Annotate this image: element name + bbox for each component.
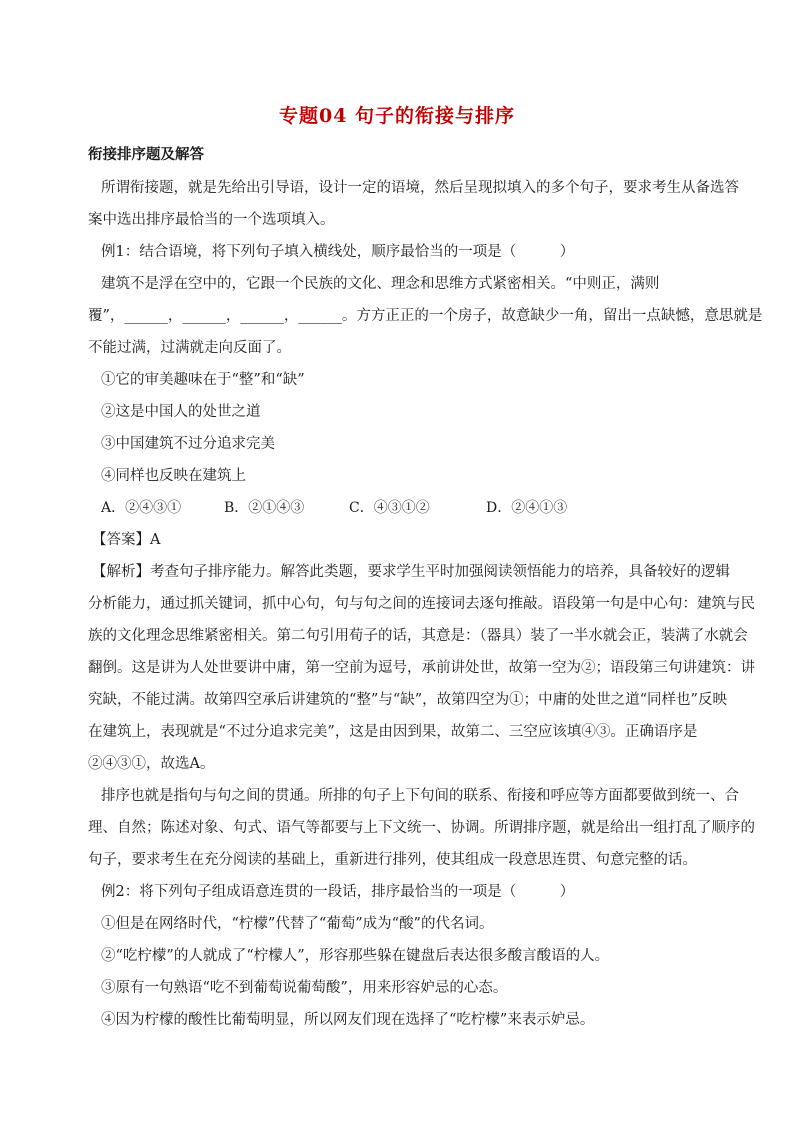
example1-passage: 不能过满，过满就走向反面了。: [88, 340, 291, 356]
section-heading: 衔接排序题及解答: [88, 146, 204, 163]
paragraph-line: 理、自然；陈述对象、句式、语气等都要与上下文统一、协调。所谓排序题，就是给出一组打乱了顺序的: [88, 820, 755, 836]
analysis-line: 分析能力，通过抓关键词，抓中心句，句与句之间的连接词去逐句推敲。语段第一句是中心句：建筑与民: [88, 596, 755, 612]
option-c: C．④③①②: [349, 500, 430, 516]
intro-line: 案中选出排序最恰当的一个选项填入。: [88, 212, 335, 228]
example2-prompt: 例2：将下列句子组成语意连贯的一段话，排序最恰当的一项是（ ）: [101, 884, 575, 900]
example2-item: ②“吃柠檬”的人就成了“柠檬人”，形容那些躲在键盘后表达很多酸言酸语的人。: [101, 948, 610, 964]
page-title: 专题04 句子的衔接与排序: [278, 105, 516, 127]
example1-passage: 建筑不是浮在空中的，它跟一个民族的文化、理念和思维方式紧密相关。“中则正，满则: [101, 276, 660, 292]
analysis-line: 究缺，不能过满。故第四空承后讲建筑的“整”与“缺”，故第四空为①；中庸的处世之道“同样也”反映: [88, 692, 727, 708]
example1-passage: 覆”，______，______，______，______。方方正正的一个房子，故意缺少一角，留出一点缺憾，意思就是: [88, 308, 763, 324]
paragraph-line: 排序也就是指句与句之间的贯通。所排的句子上下句间的联系、衔接和呼应等方面都要做到统一、合: [101, 788, 739, 804]
example2-item: ③原有一句熟语“吃不到葡萄说葡萄酸”，用来形容妒忌的心态。: [101, 980, 508, 996]
option-a: A．②④③①: [101, 500, 182, 516]
example1-item: ②这是中国人的处世之道: [101, 404, 261, 420]
example2-item: ④因为柠檬的酸性比葡萄明显，所以网友们现在选择了“吃柠檬”来表示妒忌。: [101, 1012, 595, 1028]
option-d: D．②④①③: [486, 500, 568, 516]
paragraph-line: 句子，要求考生在充分阅读的基础上，重新进行排列，使其组成一段意思连贯、句意完整的话。: [88, 852, 697, 868]
option-b: B．②①④③: [224, 500, 305, 516]
example1-item: ③中国建筑不过分追求完美: [101, 436, 275, 452]
analysis-line: 族的文化理念思维紧密相关。第二句引用荀子的话，其意是：（器具）装了一半水就会正，装满了水就会: [88, 628, 748, 644]
example1-item: ④同样也反映在建筑上: [101, 468, 246, 484]
analysis-line: 【解析】考查句子排序能力。解答此类题，要求学生平时加强阅读领悟能力的培养，具备较好的逻辑: [92, 564, 730, 580]
analysis-line: 在建筑上，表现就是“不过分追求完美”，这是由因到果，故第二、三空应该填④③。正确语序是: [88, 724, 698, 740]
intro-line: 所谓衔接题，就是先给出引导语，设计一定的语境，然后呈现拟填入的多个句子，要求考生从备选答: [101, 180, 739, 196]
answer-line: 【答案】A: [92, 532, 161, 548]
analysis-line: 翻倒。这是讲为人处世要讲中庸，第一空前为逗号，承前讲处世，故第一空为②；语段第三句讲建筑：讲: [88, 660, 755, 676]
analysis-line: ②④③①，故选A。: [88, 756, 215, 772]
example1-item: ①它的审美趣味在于“整”和“缺”: [101, 372, 305, 388]
example2-item: ①但是在网络时代，“柠檬”代替了“葡萄”成为“酸”的代名词。: [101, 916, 494, 932]
example1-prompt: 例1：结合语境，将下列句子填入横线处，顺序最恰当的一项是（ ）: [101, 244, 575, 260]
